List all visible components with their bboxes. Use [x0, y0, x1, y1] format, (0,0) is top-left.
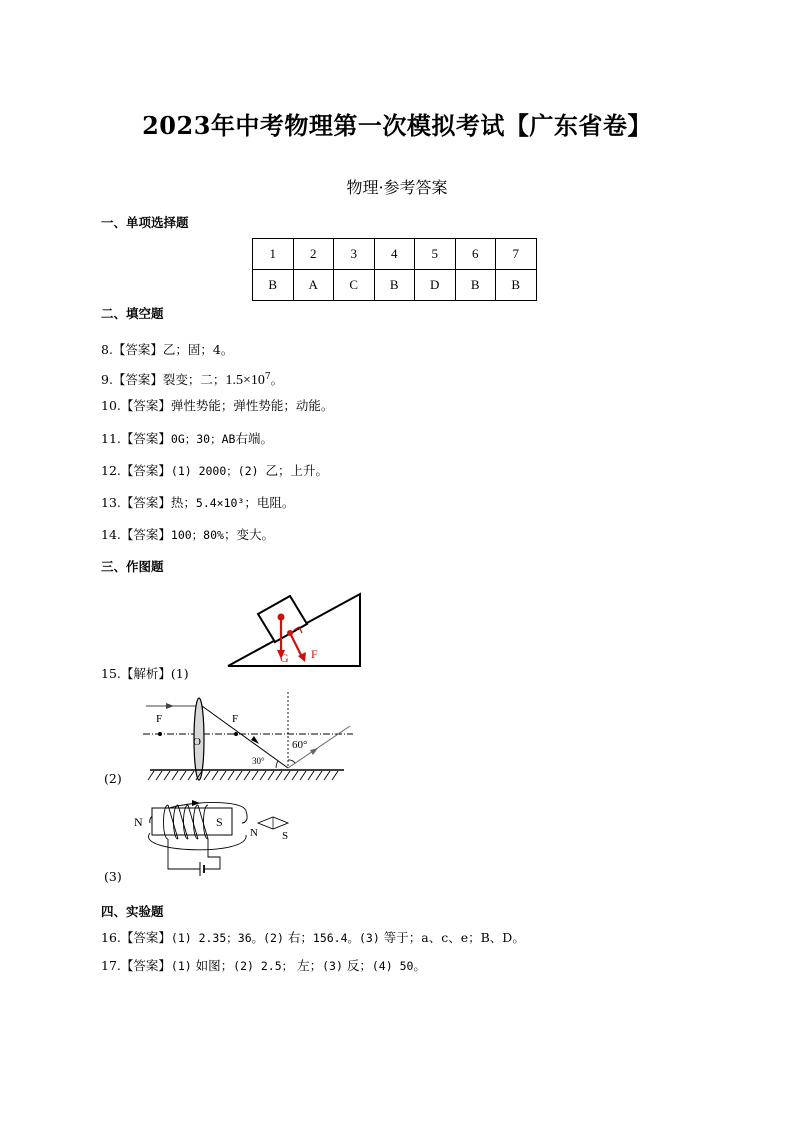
answer-text: ；电阻。 [244, 495, 295, 510]
label-needle-s: S [282, 830, 289, 842]
label-focus-right: F [232, 713, 239, 725]
answer-text: 反； [342, 958, 372, 973]
table-cell: B [374, 270, 415, 301]
refracted-ray [202, 706, 288, 768]
answer-line-11 [101, 429, 273, 447]
mirror-hatching [148, 771, 338, 780]
part-label-2: (2) [104, 771, 122, 786]
answer-line-10: 10.【答案】弹性势能；弹性势能；动能。 [101, 398, 334, 413]
answer-value: 0G；30；AB [170, 432, 236, 446]
answer-text: 17.【答案】 [101, 958, 171, 973]
answer-value: (1) [170, 959, 192, 973]
answer-line-12 [101, 461, 328, 479]
answer-text: 乙；上升。 [265, 463, 328, 478]
table-row-numbers [253, 239, 537, 270]
electromagnet-diagram [130, 795, 305, 875]
page-title: 2023年中考物理第一次模拟考试【广东省卷】 [142, 111, 652, 140]
answer-value: 5.4×10³ [195, 496, 245, 510]
answer-line-15: 15.【解析】(1) [101, 666, 189, 681]
answer-text: 等于；a、c、e；B、D。 [379, 930, 525, 945]
lens-mirror-diagram [138, 692, 363, 784]
answer-line-14 [101, 525, 274, 543]
answer-value: (1) 2.35；36。(2) [170, 931, 284, 945]
table-row-answers [253, 270, 537, 301]
table-cell: B [253, 270, 294, 301]
focus-point-left [158, 732, 162, 736]
label-g: G [280, 651, 289, 665]
label-optical-center: O [193, 736, 201, 748]
answer-text: 如图； [191, 958, 234, 973]
incident-arrowhead [166, 703, 174, 709]
table-cell: D [415, 270, 456, 301]
answer-exponent: 7 [264, 371, 271, 382]
label-focus-left: F [156, 713, 163, 725]
label-magnet-s: S [216, 815, 223, 829]
table-cell: 2 [293, 239, 334, 270]
answer-table [252, 238, 537, 301]
answer-line-17 [101, 956, 426, 974]
answer-line-16 [101, 928, 525, 946]
answer-line-13 [101, 493, 294, 511]
answer-text: 16.【答案】 [101, 930, 171, 945]
answer-value: 100；80% [170, 528, 224, 542]
incline-force-diagram [220, 590, 370, 670]
field-arrowhead [192, 800, 200, 806]
label-magnet-n: N [134, 815, 143, 829]
answer-value: (3) [322, 959, 343, 973]
table-cell: 3 [334, 239, 375, 270]
answer-text: 12.【答案】 [101, 463, 171, 478]
part-label-3: (3) [104, 869, 122, 884]
section-heading-fill-blank: 二、填空题 [101, 306, 164, 321]
answer-text: 。 [413, 958, 426, 973]
table-cell: B [496, 270, 537, 301]
table-cell: 5 [415, 239, 456, 270]
label-angle-30: 30° [252, 756, 265, 766]
section-heading-single-choice: 一、单项选择题 [101, 215, 189, 230]
section-heading-drawing: 三、作图题 [101, 559, 164, 574]
answer-text: 右； [283, 930, 313, 945]
answer-value: (4) 50 [371, 959, 414, 973]
answer-text: 14.【答案】 [101, 527, 171, 542]
answer-text: 。 [270, 372, 284, 387]
label-angle-60: 60° [292, 739, 308, 751]
answer-value: 156.4。(3) [312, 931, 380, 945]
answer-text: 13.【答案】热； [101, 495, 196, 510]
angle-arc-60 [288, 760, 295, 763]
table-cell: 7 [496, 239, 537, 270]
page-subtitle: 物理·参考答案 [346, 178, 448, 197]
table-cell: C [334, 270, 375, 301]
answer-text: ；变大。 [223, 527, 274, 542]
table-cell: A [293, 270, 334, 301]
table-cell: 1 [253, 239, 294, 270]
answer-value: (2) 2.5； [233, 959, 294, 973]
reflected-arrowhead [310, 748, 318, 755]
answer-text: 11.【答案】 [101, 431, 171, 446]
answer-text: 左； [293, 958, 323, 973]
label-needle-n: N [250, 827, 258, 839]
circuit-wire [168, 839, 200, 869]
pressure-arrow [290, 633, 302, 657]
focus-point-right [234, 732, 238, 736]
table-cell: B [455, 270, 496, 301]
table-cell: 4 [374, 239, 415, 270]
section-heading-experiment: 四、实验题 [101, 904, 164, 919]
table-cell: 6 [455, 239, 496, 270]
answer-line-8: 8.【答案】乙；固；4。 [101, 342, 234, 357]
answer-text: 右端。 [235, 431, 273, 446]
label-f: F [311, 647, 318, 661]
answer-value: (1) 2000；(2) [170, 464, 266, 478]
circuit-wire [204, 839, 220, 869]
angle-arc-30 [276, 761, 278, 768]
answer-text: 9.【答案】裂变；二； [101, 372, 226, 387]
answer-value: 1.5×10 [225, 373, 265, 388]
answer-line-9 [101, 370, 283, 389]
